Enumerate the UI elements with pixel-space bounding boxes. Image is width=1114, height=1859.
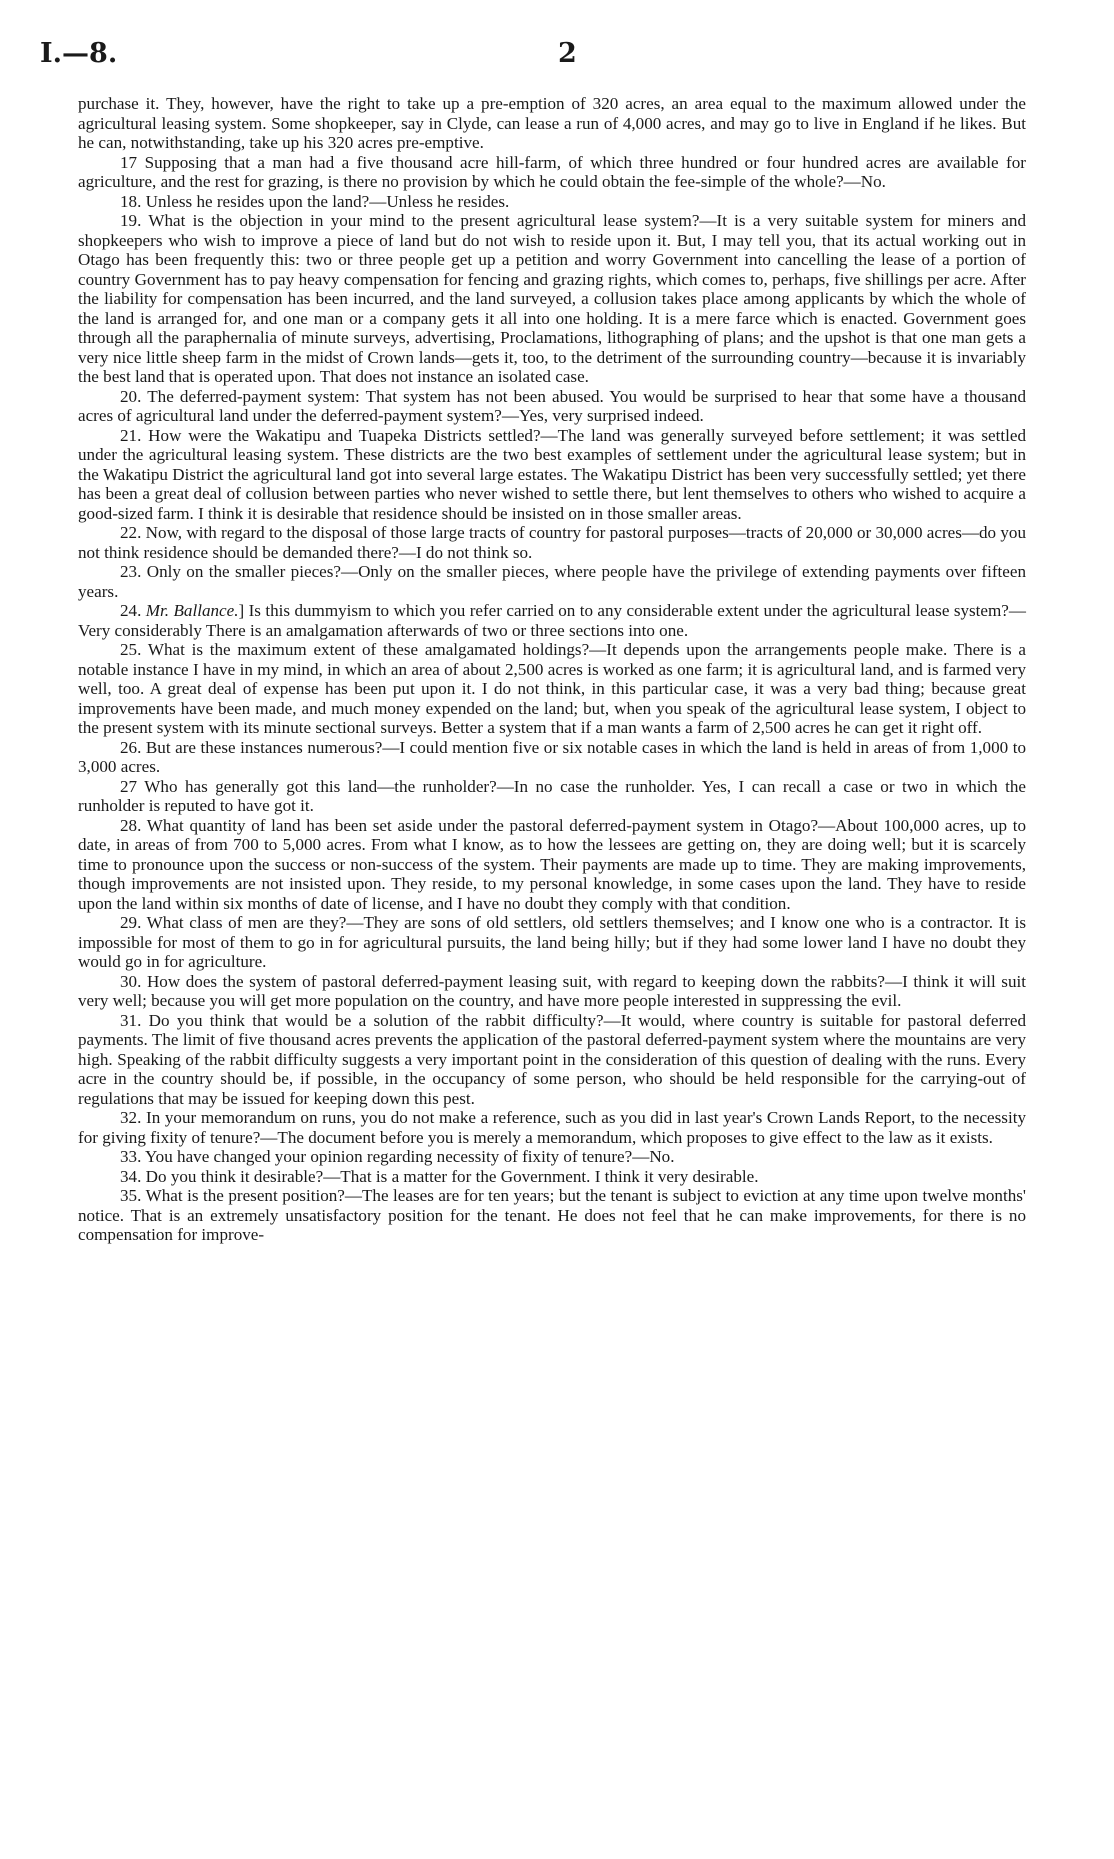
question-number: 19. xyxy=(120,211,142,230)
paragraph xyxy=(78,153,1026,192)
paragraph-text: In your memorandum on runs, you do not make a reference, such as you did in last year's Crown Lands Report, to the necessity for giving fixity of tenure?—The document before you is merely a memorandum, which proposes to give effect to the law as it exists. xyxy=(78,1108,1026,1147)
question-number: 32. xyxy=(120,1108,142,1127)
question-number: 22. xyxy=(120,523,142,542)
question-number: 23. xyxy=(120,562,142,581)
paragraph xyxy=(78,913,1026,972)
paragraph: 24. Mr. Ballance.] Is this dummyism to which you refer carried on to any considerable extent under the agricultural lease system?—Very considerably There is an amalgamation afterwards of two or three sections into one. xyxy=(78,601,1026,640)
document-body xyxy=(78,94,1026,1245)
paragraph xyxy=(78,816,1026,914)
paragraph-text: But are these instances numerous?—I could mention five or six notable cases in which the land is held in areas of from 1,000 to 3,000 acres. xyxy=(78,737,1026,776)
paragraph xyxy=(78,211,1026,387)
question-number: 26. xyxy=(120,737,142,757)
paragraph-text: Now, with regard to the disposal of those large tracts of country for pastoral purposes—tracts of 20,000 or 30,000 acres—do you not think residence should be demanded there?—I do not think so. xyxy=(78,523,1026,562)
paragraph xyxy=(78,640,1026,738)
paragraph xyxy=(78,523,1026,562)
question-number: 25. xyxy=(120,640,142,659)
question-number: 34. xyxy=(120,1166,142,1186)
paragraph xyxy=(78,1167,1026,1187)
paragraph xyxy=(78,1186,1026,1245)
paragraph-text: Only on the smaller pieces?—Only on the smaller pieces, where people have the privilege of extending payments over fifteen years. xyxy=(78,562,1026,601)
paragraph-text: Is this dummyism to which you refer carried on to any considerable extent under the agricultural lease system?—Very considerably There is an amalgamation afterwards of two or three sections into one. xyxy=(78,601,1026,640)
paragraph-text: How were the Wakatipu and Tuapeka Districts settled?—The land was generally surveyed before settlement; it was settled under the agricultural leasing system. These districts are the two best examples of settlement under the agricultural lease system; but in the Wakatipu District the agricultural land got into several large estates. The Wakatipu District has been very successfully settled; yet there has been a great deal of collusion between parties who never wished to settle there, but lent themselves to others who wished to acquire a good-sized farm. I think it is desirable that residence should be insisted on in those smaller areas. xyxy=(78,425,1026,523)
paragraph xyxy=(78,777,1026,816)
page-number: 2 xyxy=(558,38,577,69)
document-reference: I.—8. xyxy=(40,38,118,69)
paragraph xyxy=(78,387,1026,426)
question-number: 24. xyxy=(120,601,142,620)
question-number: 20. xyxy=(120,386,142,406)
paragraph-text: purchase it. They, however, have the right to take up a pre-emption of 320 acres, an area equal to the maximum allowed under the agricultural leasing system. Some shopkeeper, say in Clyde, can lease a run of 4,000 acres, and may go to live in England if he likes. But he can, notwithstanding, take up his 320 acres pre-emptive. xyxy=(78,94,1026,152)
question-number: 28. xyxy=(120,815,142,835)
paragraph-text: What is the objection in your mind to the present agricultural lease system?—It is a very suitable system for miners and shopkeepers who wish to improve a piece of land but do not wish to reside upon it. But, I may tell you, that its actual working out in Otago has been frequently this: two or three people get up a petition and worry Government into cancelling the lease of a portion of country Government has to pay heavy compensation for fencing and grazing rights, which comes to, perhaps, five shillings per acre. After the liability for compensation has been incurred, and the land surveyed, a collusion takes place among applicants by which the whole of the land is arranged for, and one man or a company gets it all into one holding. It is a mere farce which is enacted. Government goes through all the paraphernalia of minute surveys, advertising, Proclamations, lithographing of plans; and the upshot is that one man gets a very nice little sheep farm in the midst of Crown lands—gets it, too, to the detriment of the surrounding country—because it is invariably the best land that is operated upon. That does not instance an isolated case. xyxy=(78,211,1027,386)
question-number: 35. xyxy=(120,1186,142,1205)
paragraph xyxy=(78,426,1026,524)
paragraph xyxy=(78,192,1026,212)
question-number: 33. xyxy=(120,1147,142,1166)
paragraph-text: What class of men are they?—They are sons of old settlers, old settlers themselves; and I know one who is a contractor. It is impossible for most of them to go in for agricultural pursuits, the land being hilly; but if they had some lower land I have no doubt they would go in for agriculture. xyxy=(78,913,1026,971)
question-number: 27 xyxy=(120,776,138,796)
paragraph-text: Who has generally got this land—the runholder?—In no case the runholder. Yes, I can recall a case or two in which the runholder is reputed to have got it. xyxy=(78,776,1026,815)
paragraph-text: Unless he resides upon the land?—Unless he resides. xyxy=(145,191,510,211)
paragraph xyxy=(78,1011,1026,1109)
paragraph-text: What quantity of land has been set aside under the pastoral deferred-payment system in Otago?—About 100,000 acres, up to date, in areas of from 700 to 5,000 acres. From what I know, as to how the lessees are getting on, they are doing well; but it is scarcely time to pronounce upon the success or non-success of the system. Their payments are made up to time. They are making improvements, though improvements are not insisted upon. They reside, to my personal knowledge, in some cases upon the land. They have to reside upon the land within six months of date of license, and I have no doubt they comply with that condition. xyxy=(78,815,1026,913)
question-number: 21. xyxy=(120,425,142,445)
paragraph xyxy=(78,562,1026,601)
question-number: 29. xyxy=(120,913,142,932)
paragraph-text: Supposing that a man had a five thousand acre hill-farm, of which three hundred or four hundred acres are available for agriculture, and the rest for grazing, is there no provision by which he could obtain the fee-simple of the whole?—No. xyxy=(78,152,1026,191)
speaker-name: Mr. Ballance. xyxy=(145,601,239,620)
paragraph xyxy=(78,1108,1026,1147)
paragraph xyxy=(78,94,1026,153)
paragraph-text: The deferred-payment system: That system has not been abused. You would be surprised to hear that some have a thousand acres of agricultural land under the deferred-payment system?—Yes, very surprised indeed. xyxy=(78,386,1026,425)
question-number: 31. xyxy=(120,1010,142,1030)
question-number: 30. xyxy=(120,971,142,991)
paragraph-text: How does the system of pastoral deferred-payment leasing suit, with regard to keeping down the rabbits?—I think it will suit very well; because you will get more population on the country, and have more people interested in suppressing the evil. xyxy=(78,971,1027,1010)
question-number: 17 xyxy=(120,152,138,172)
page-header xyxy=(40,38,1040,78)
paragraph-text: What is the present position?—The leases are for ten years; but the tenant is subject to eviction at any time upon twelve months' notice. That is an extremely unsatisfactory position for the tenant. He does not feel that he can make improvements, for there is no compensation for improve- xyxy=(78,1186,1026,1244)
paragraph xyxy=(78,972,1026,1011)
paragraph-text: Do you think that would be a solution of the rabbit difficulty?—It would, where country is suitable for pastoral deferred payments. The limit of five thousand acres prevents the application of the pastoral deferred-payment system where the mountains are very high. Speaking of the rabbit difficulty suggests a very important point in the consideration of this question of dealing with the runs. Every acre in the country should be, if possible, in the occupancy of some person, who should be held responsible for the carrying-out of regulations that may be issued for keeping down this pest. xyxy=(78,1010,1026,1108)
paragraph-text: What is the maximum extent of these amalgamated holdings?—It depends upon the arrangements people make. There is a notable instance I have in my mind, in which an area of about 2,500 acres is worked as one farm; it is agricultural land, and is farmed very well, too. A great deal of expense has been put upon it. I do not think, in this particular case, it was a very bad thing; because great improvements have been made, and much money expended on the land; but, when you speak of the agricultural lease system, I object to the present system with its minute sectional surveys. Better a system that if a man wants a farm of 2,500 acres he can get it right off. xyxy=(78,640,1026,737)
paragraph-text: You have changed your opinion regarding necessity of fixity of tenure?—No. xyxy=(145,1147,675,1166)
paragraph xyxy=(78,738,1026,777)
paragraph xyxy=(78,1147,1026,1167)
paragraph-text: Do you think it desirable?—That is a matter for the Government. I think it very desirable. xyxy=(145,1166,759,1186)
question-number: 18. xyxy=(120,191,142,211)
